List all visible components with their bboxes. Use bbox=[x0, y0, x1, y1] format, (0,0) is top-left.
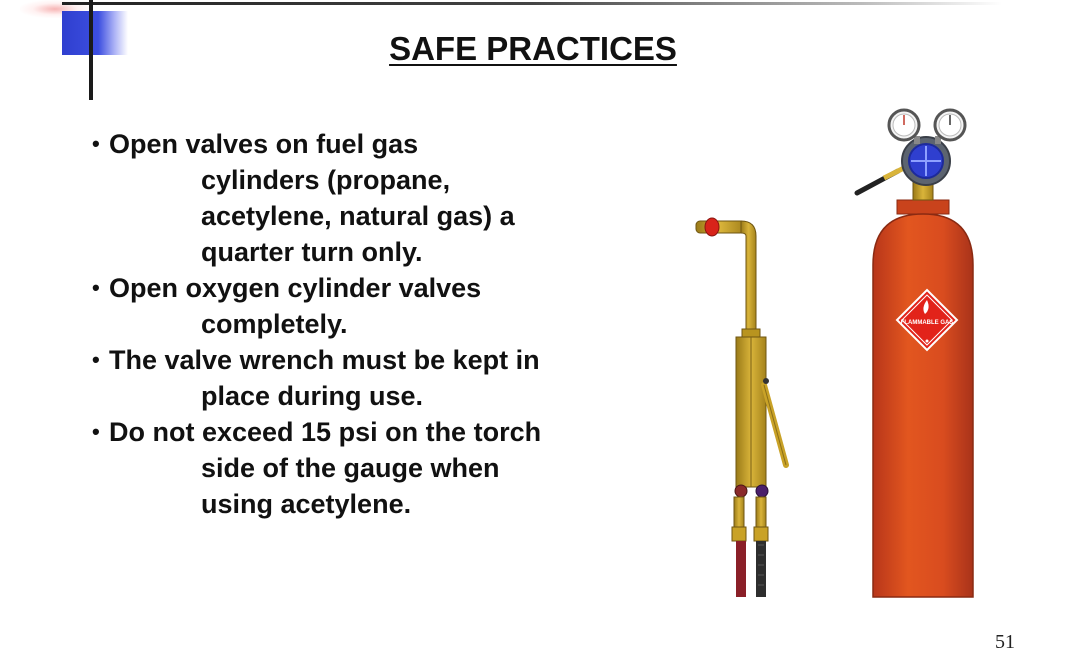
bullet-item bbox=[92, 342, 652, 414]
bullet-text-line: acetylene, natural gas) a bbox=[201, 201, 515, 231]
top-rule-decoration bbox=[62, 2, 1002, 5]
bullet-dot: • bbox=[92, 347, 100, 372]
bullet-dot: • bbox=[92, 275, 100, 300]
bullet-list bbox=[92, 126, 652, 522]
bullet-text-line: using acetylene. bbox=[201, 489, 412, 519]
regulator-assembly bbox=[857, 136, 950, 200]
bullet-dot: • bbox=[92, 131, 100, 156]
gas-cylinder-and-torch-illustration bbox=[680, 100, 1000, 610]
pressure-gauge-icon bbox=[889, 110, 919, 140]
bullet-item bbox=[92, 414, 652, 522]
bullet-text-line: quarter turn only. bbox=[201, 237, 423, 267]
pressure-gauge-icon bbox=[935, 110, 965, 140]
bullet-item bbox=[92, 126, 652, 270]
bullet-text-line: Open valves on fuel gas bbox=[109, 129, 419, 159]
bullet-text-line: side of the gauge when bbox=[201, 453, 500, 483]
bullet-dot: • bbox=[92, 419, 100, 444]
bullet-text-line: Do not exceed 15 psi on the torch bbox=[109, 417, 542, 447]
welding-torch bbox=[696, 218, 786, 597]
diamond-label: FLAMMABLE GAS bbox=[900, 320, 954, 326]
gas-cylinder bbox=[873, 200, 973, 597]
page-number: 51 bbox=[995, 631, 1015, 653]
bullet-text-line: cylinders (propane, bbox=[201, 165, 451, 195]
bullet-item bbox=[92, 270, 652, 342]
bullet-text-line: place during use. bbox=[201, 381, 424, 411]
bullet-text-line: The valve wrench must be kept in bbox=[109, 345, 540, 375]
bullet-text-line: completely. bbox=[201, 309, 348, 339]
slide-title: SAFE PRACTICES bbox=[389, 30, 677, 67]
bullet-text-line: Open oxygen cylinder valves bbox=[109, 273, 482, 303]
